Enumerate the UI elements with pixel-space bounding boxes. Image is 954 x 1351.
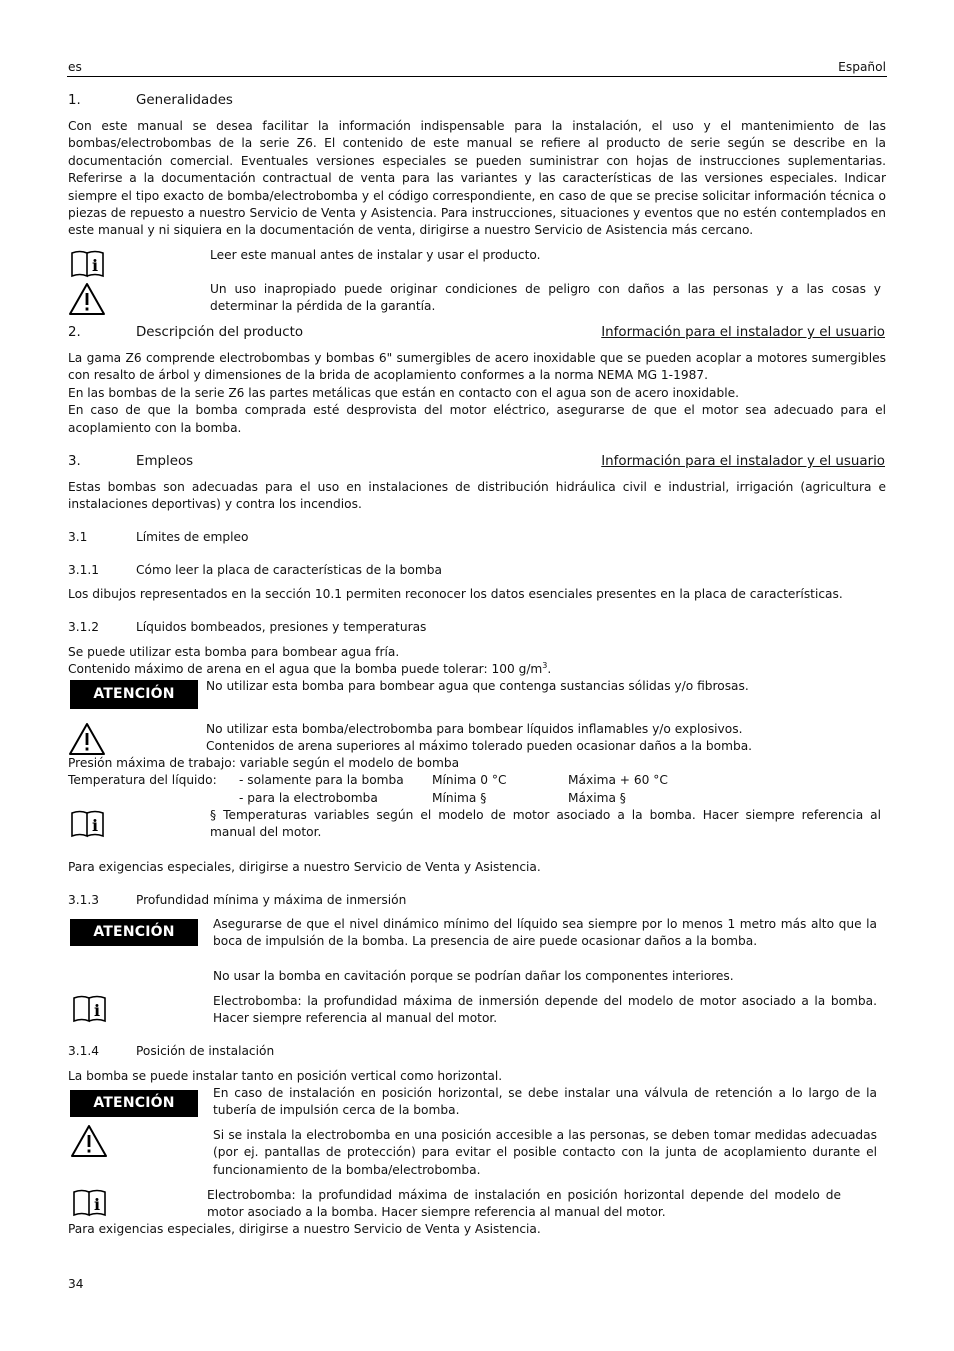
- attention-badge: ATENCIÓN: [70, 919, 198, 946]
- section-number: 2.: [68, 325, 81, 340]
- section-title: Límites de empleo: [136, 530, 249, 544]
- section-title: Cómo leer la placa de características de la bomba: [136, 563, 442, 577]
- section-3-body: [68, 479, 886, 514]
- section-2-body: [68, 350, 886, 437]
- section-number: 3.: [68, 454, 81, 469]
- header-rule: [67, 76, 887, 77]
- subsection-3-1-2-heading: [68, 619, 886, 636]
- attention-badge: ATENCIÓN: [70, 680, 198, 709]
- attention-text: No utilizar esta bomba para bombear agua que contenga sustancias sólidas y/o fibrosas.: [206, 679, 749, 693]
- header-lang-name: Español: [838, 60, 886, 74]
- warning-accessible: Si se instala la electrobomba en una posición accesible a las personas, se deben tomar medidas adecuadas (por ej. pantallas de protección) para evitar el posible contacto con la junta de acoplamiento durante el funcionamiento de la bomba/electrobomba.: [213, 1128, 877, 1177]
- special-requests: Para exigencias especiales, dirigirse a nuestro Servicio de Venta y Asistencia.: [68, 860, 541, 874]
- section-title: Líquidos bombeados, presiones y temperaturas: [136, 620, 427, 634]
- temp-max: Máxima §: [568, 791, 626, 805]
- section-number: 3.1.3: [68, 893, 100, 907]
- temperature-label: Temperatura del líquido:: [68, 773, 217, 787]
- warning-triangle-icon: [70, 1124, 108, 1158]
- sand-content-line: [68, 661, 551, 678]
- attention-badge: ATENCIÓN: [70, 1090, 198, 1117]
- attention-text: En caso de instalación en posición horizontal, se debe instalar una válvula de retención a lo largo de la tubería de impulsión cerca de la bomba.: [213, 1086, 877, 1118]
- pressure-line: Presión máxima de trabajo: variable según el modelo de bomba: [68, 756, 460, 770]
- period: .: [547, 662, 552, 676]
- info-horizontal-depth: Electrobomba: la profundidad máxima de instalación en posición horizontal depende del modelo de motor asociado a la bomba. Hacer siempre referencia al manual del motor.: [207, 1188, 841, 1220]
- svg-text:i: i: [94, 1001, 101, 1020]
- header-lang-code: es: [68, 60, 82, 74]
- section-number: 3.1.1: [68, 563, 100, 577]
- section-number: 3.1: [68, 530, 88, 544]
- info-immersion-depth: Electrobomba: la profundidad máxima de inmersión depende del modelo de motor asociado a la bomba. Hacer siempre referencia al manual del motor.: [213, 994, 877, 1026]
- book-info-icon: [70, 249, 106, 279]
- warning-triangle-icon: [68, 722, 106, 756]
- info-temperature-note: § Temperaturas variables según el modelo de motor asociado a la bomba. Hacer siempre referencia al manual del motor.: [210, 808, 881, 840]
- page-number: 34: [68, 1277, 84, 1291]
- note-read-manual: Leer este manual antes de instalar y usar el producto.: [210, 248, 541, 262]
- subsection-3-1-heading: [68, 529, 886, 546]
- warning-sand: Contenidos de arena superiores al máximo tolerado pueden ocasionar daños a la bomba.: [206, 739, 753, 753]
- paragraph: En caso de que la bomba comprada esté desprovista del motor eléctrico, asegurarse de que el motor sea adecuado para el acoplamiento con la bomba.: [68, 403, 886, 435]
- installation-position-line: La bomba se puede instalar tanto en posición vertical como horizontal.: [68, 1069, 503, 1083]
- audience-label: Información para el instalador y el usuario: [601, 325, 885, 340]
- subsection-3-1-4-heading: [68, 1043, 886, 1060]
- section-number: 3.1.4: [68, 1044, 100, 1058]
- book-info-icon: [72, 1188, 108, 1218]
- section-title: Empleos: [136, 454, 194, 469]
- attention-text: Asegurarse de que el nivel dinámico mínimo del líquido sea siempre por lo menos 1 metro más alto que la boca de impulsión de la bomba. La presencia de aire puede ocasionar daños a la bomba.: [213, 917, 877, 949]
- section-number: 3.1.2: [68, 620, 100, 634]
- section-title: Posición de instalación: [136, 1044, 275, 1058]
- note-warning-misuse: Un uso inapropiado puede originar condiciones de peligro con daños a las personas y a las cosas y determinar la pérdida de la garantía.: [210, 282, 881, 314]
- section-title: Generalidades: [136, 93, 233, 108]
- section-3-1-1-body: Los dibujos representados en la sección 10.1 permiten reconocer los datos esenciales presentes en la placa de características.: [68, 587, 843, 601]
- temp-min: Mínima §: [432, 791, 487, 805]
- temp-max: Máxima + 60 °C: [568, 773, 668, 787]
- section-1-body: [68, 118, 886, 240]
- temp-min: Mínima 0 °C: [432, 773, 507, 787]
- temp-item: - solamente para la bomba: [239, 773, 404, 787]
- paragraph: En las bombas de la serie Z6 las partes metálicas que están en contacto con el agua son de acero inoxidable.: [68, 385, 739, 400]
- cold-water-line: Se puede utilizar esta bomba para bombear agua fría.: [68, 645, 400, 659]
- sand-content-text: Contenido máximo de arena en el agua que la bomba puede tolerar: 100 g/m: [68, 662, 543, 676]
- section-number: 1.: [68, 93, 81, 108]
- superscript: 3: [542, 660, 548, 670]
- section-1-heading: [68, 92, 886, 110]
- section-title: Profundidad mínima y máxima de inmersión: [136, 893, 407, 907]
- cavitation-note: No usar la bomba en cavitación porque se podrían dañar los componentes interiores.: [213, 969, 734, 983]
- paragraph: Estas bombas son adecuadas para el uso en instalaciones de distribución hidráulica civil e industrial, irrigación (agricultura e instalaciones deportivas) y contra los incendios.: [68, 480, 886, 512]
- temp-item: - para la electrobomba: [239, 791, 378, 805]
- paragraph: Con este manual se desea facilitar la información indispensable para la instalación, el uso y el mantenimiento de las bombas/electrobombas de la serie Z6. El contenido de este manual se refiere al producto de serie según se describe en la documentación comercial. Eventuales versiones especiales se pueden suministrar con hojas de instrucciones suplementarias. Referirse a la documentación contractual de venta para las variantes y las características de las versiones especiales. Indicar siempre el tipo exacto de bomba/electrobomba y el código correspondiente, en caso de que se precise solicitar información técnica o piezas de repuesto a nuestro Servicio de Venta y Asistencia. Para instrucciones, situaciones y eventos que no estén contemplados en este manual y ni siquiera en la documentación de venta, dirigirse a nuestro Servicio de Asistencia más cercano.: [68, 119, 886, 238]
- book-info-icon: [70, 809, 106, 839]
- subsection-3-1-3-heading: [68, 892, 886, 909]
- warning-flammable: No utilizar esta bomba/electrobomba para bombear líquidos inflamables y/o explosivos.: [206, 722, 743, 736]
- subsection-3-1-1-heading: [68, 562, 886, 579]
- warning-triangle-icon: [68, 282, 106, 316]
- svg-text:i: i: [92, 256, 99, 275]
- svg-text:i: i: [92, 816, 99, 835]
- section-title: Descripción del producto: [136, 325, 304, 340]
- paragraph: La gama Z6 comprende electrobombas y bombas 6" sumergibles de acero inoxidable que se pueden acoplar a motores sumergibles con resalto de árbol y dimensiones de la brida de acoplamiento conformes a la norma NEMA MG 1-1987.: [68, 351, 886, 383]
- svg-text:i: i: [94, 1195, 101, 1214]
- audience-label: Información para el instalador y el usuario: [601, 454, 885, 469]
- special-requests: Para exigencias especiales, dirigirse a nuestro Servicio de Venta y Asistencia.: [68, 1222, 541, 1236]
- book-info-icon: [72, 994, 108, 1024]
